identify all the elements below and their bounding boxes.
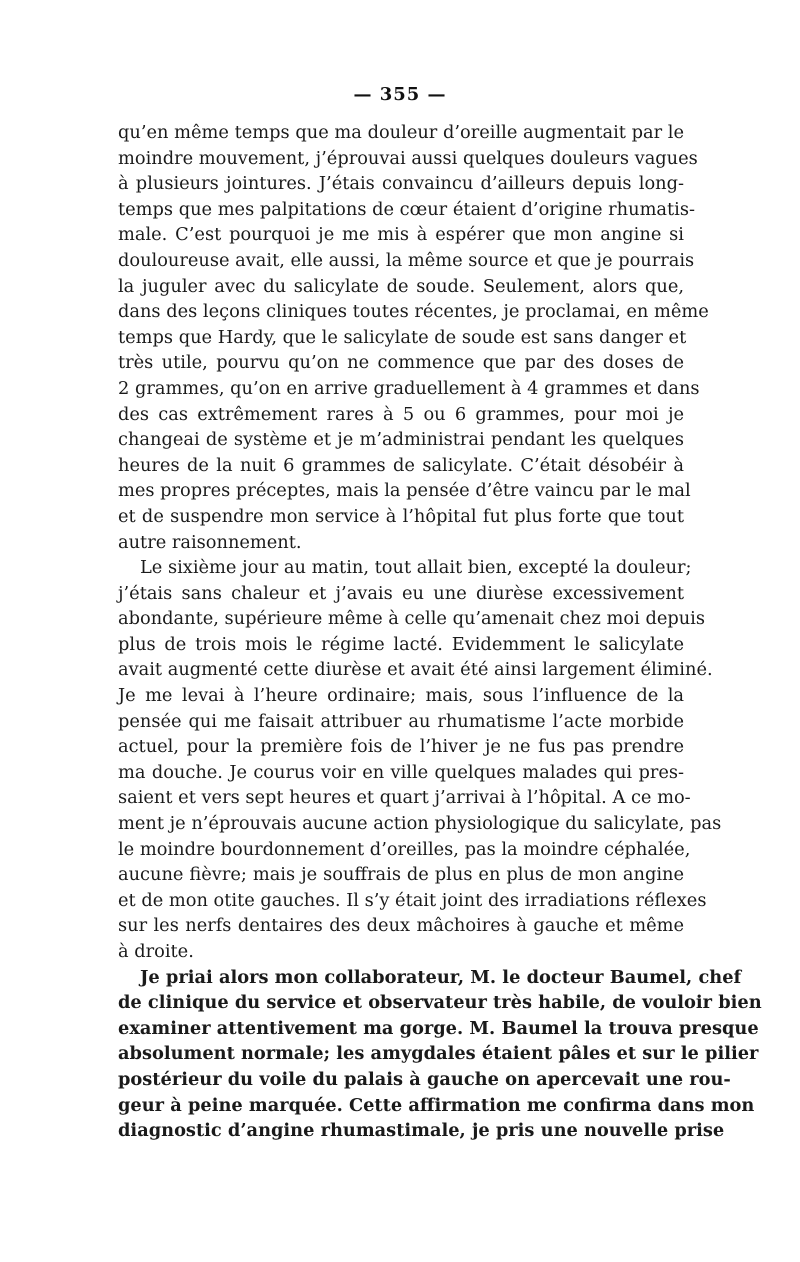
text-line: ment je n’éprouvais aucune action physiologique du salicylate, pas bbox=[118, 813, 722, 835]
text-line: moindre mouvement, j’éprouvai aussi quelques douleurs vagues bbox=[118, 147, 698, 169]
text-line: changeai de système et je m’administrai pendant les quelques bbox=[118, 429, 684, 451]
text-line: 2 grammes, qu’on en arrive graduellement à 4 grammes et dans bbox=[118, 377, 700, 399]
text-line: sur les nerfs dentaires des deux mâchoires à gauche et même bbox=[118, 915, 684, 937]
text-line: examiner attentivement ma gorge. M. Baumel la trouva presque bbox=[118, 1017, 759, 1039]
text-line: saient et vers sept heures et quart j’arrivai à l’hôpital. A ce mo- bbox=[118, 787, 691, 809]
text-line: mes propres préceptes, mais la pensée d’être vaincu par le mal bbox=[118, 480, 691, 502]
text-line: abondante, supérieure même à celle qu’amenait chez moi depuis bbox=[118, 608, 705, 630]
text-line: le moindre bourdonnement d’oreilles, pas la moindre céphalée, bbox=[118, 838, 691, 860]
text-line: et de mon otite gauches. Il s’y était joint des irradiations réflexes bbox=[118, 889, 707, 911]
text-line: à plusieurs jointures. J’étais convaincu d’ailleurs depuis long- bbox=[118, 173, 684, 195]
paragraph bbox=[118, 965, 762, 1144]
paragraph bbox=[118, 120, 709, 555]
body-text bbox=[118, 120, 762, 1144]
text-line: douloureuse avait, elle aussi, la même source et que je pourrais bbox=[118, 249, 695, 271]
text-line: dans des leçons cliniques toutes récentes, je proclamai, en même bbox=[118, 301, 709, 323]
text-line: et de suspendre mon service à l’hôpital fut plus forte que tout bbox=[118, 505, 684, 527]
text-line: male. C’est pourquoi je me mis à espérer que mon angine si bbox=[118, 224, 684, 246]
text-line: absolument normale; les amygdales étaient pâles et sur le pilier bbox=[118, 1043, 759, 1065]
text-line: des cas extrêmement rares à 5 ou 6 grammes, pour moi je bbox=[118, 403, 684, 425]
text-line: autre raisonnement. bbox=[118, 531, 302, 553]
text-line: diagnostic d’angine rhumastimale, je pris une nouvelle prise bbox=[118, 1120, 725, 1142]
text-line: Je me levai à l’heure ordinaire; mais, sous l’influence de la bbox=[118, 685, 684, 707]
text-line: j’étais sans chaleur et j’avais eu une diurèse excessivement bbox=[118, 582, 684, 604]
text-line: qu’en même temps que ma douleur d’oreille augmentait par le bbox=[118, 122, 684, 143]
text-line: de clinique du service et observateur très habile, de vouloir bien bbox=[118, 992, 762, 1014]
text-line: aucune fièvre; mais je souffrais de plus en plus de mon angine bbox=[118, 864, 684, 886]
text-line: temps que mes palpitations de cœur étaient d’origine rhumatis- bbox=[118, 198, 695, 220]
text-line: pensée qui me faisait attribuer au rhumatisme l’acte morbide bbox=[118, 710, 684, 732]
text-line: temps que Hardy, que le salicylate de soude est sans danger et bbox=[118, 326, 687, 348]
text-line: postérieur du voile du palais à gauche on apercevait une rou- bbox=[118, 1068, 731, 1090]
page-number: — 355 — bbox=[353, 84, 447, 105]
text-line: ma douche. Je courus voir en ville quelques malades qui pres- bbox=[118, 761, 684, 783]
text-line: avait augmenté cette diurèse et avait été ainsi largement éliminé. bbox=[118, 659, 713, 681]
text-line: plus de trois mois le régime lacté. Evidemment le salicylate bbox=[118, 633, 684, 655]
text-line: actuel, pour la première fois de l’hiver je ne fus pas prendre bbox=[118, 736, 684, 758]
text-line: heures de la nuit 6 grammes de salicylate. C’était désobéir à bbox=[118, 454, 684, 476]
text-line: à droite. bbox=[118, 941, 194, 962]
text-line: Je priai alors mon collaborateur, M. le docteur Baumel, chef bbox=[140, 966, 742, 988]
paragraph bbox=[118, 555, 722, 965]
text-line: la juguler avec du salicylate de soude. Seulement, alors que, bbox=[118, 275, 684, 297]
text-line: très utile, pourvu qu’on ne commence que par des doses de bbox=[118, 352, 684, 374]
text-line: Le sixième jour au matin, tout allait bien, excepté la douleur; bbox=[140, 557, 692, 579]
text-line: geur à peine marquée. Cette affirmation me confirma dans mon bbox=[118, 1094, 755, 1116]
